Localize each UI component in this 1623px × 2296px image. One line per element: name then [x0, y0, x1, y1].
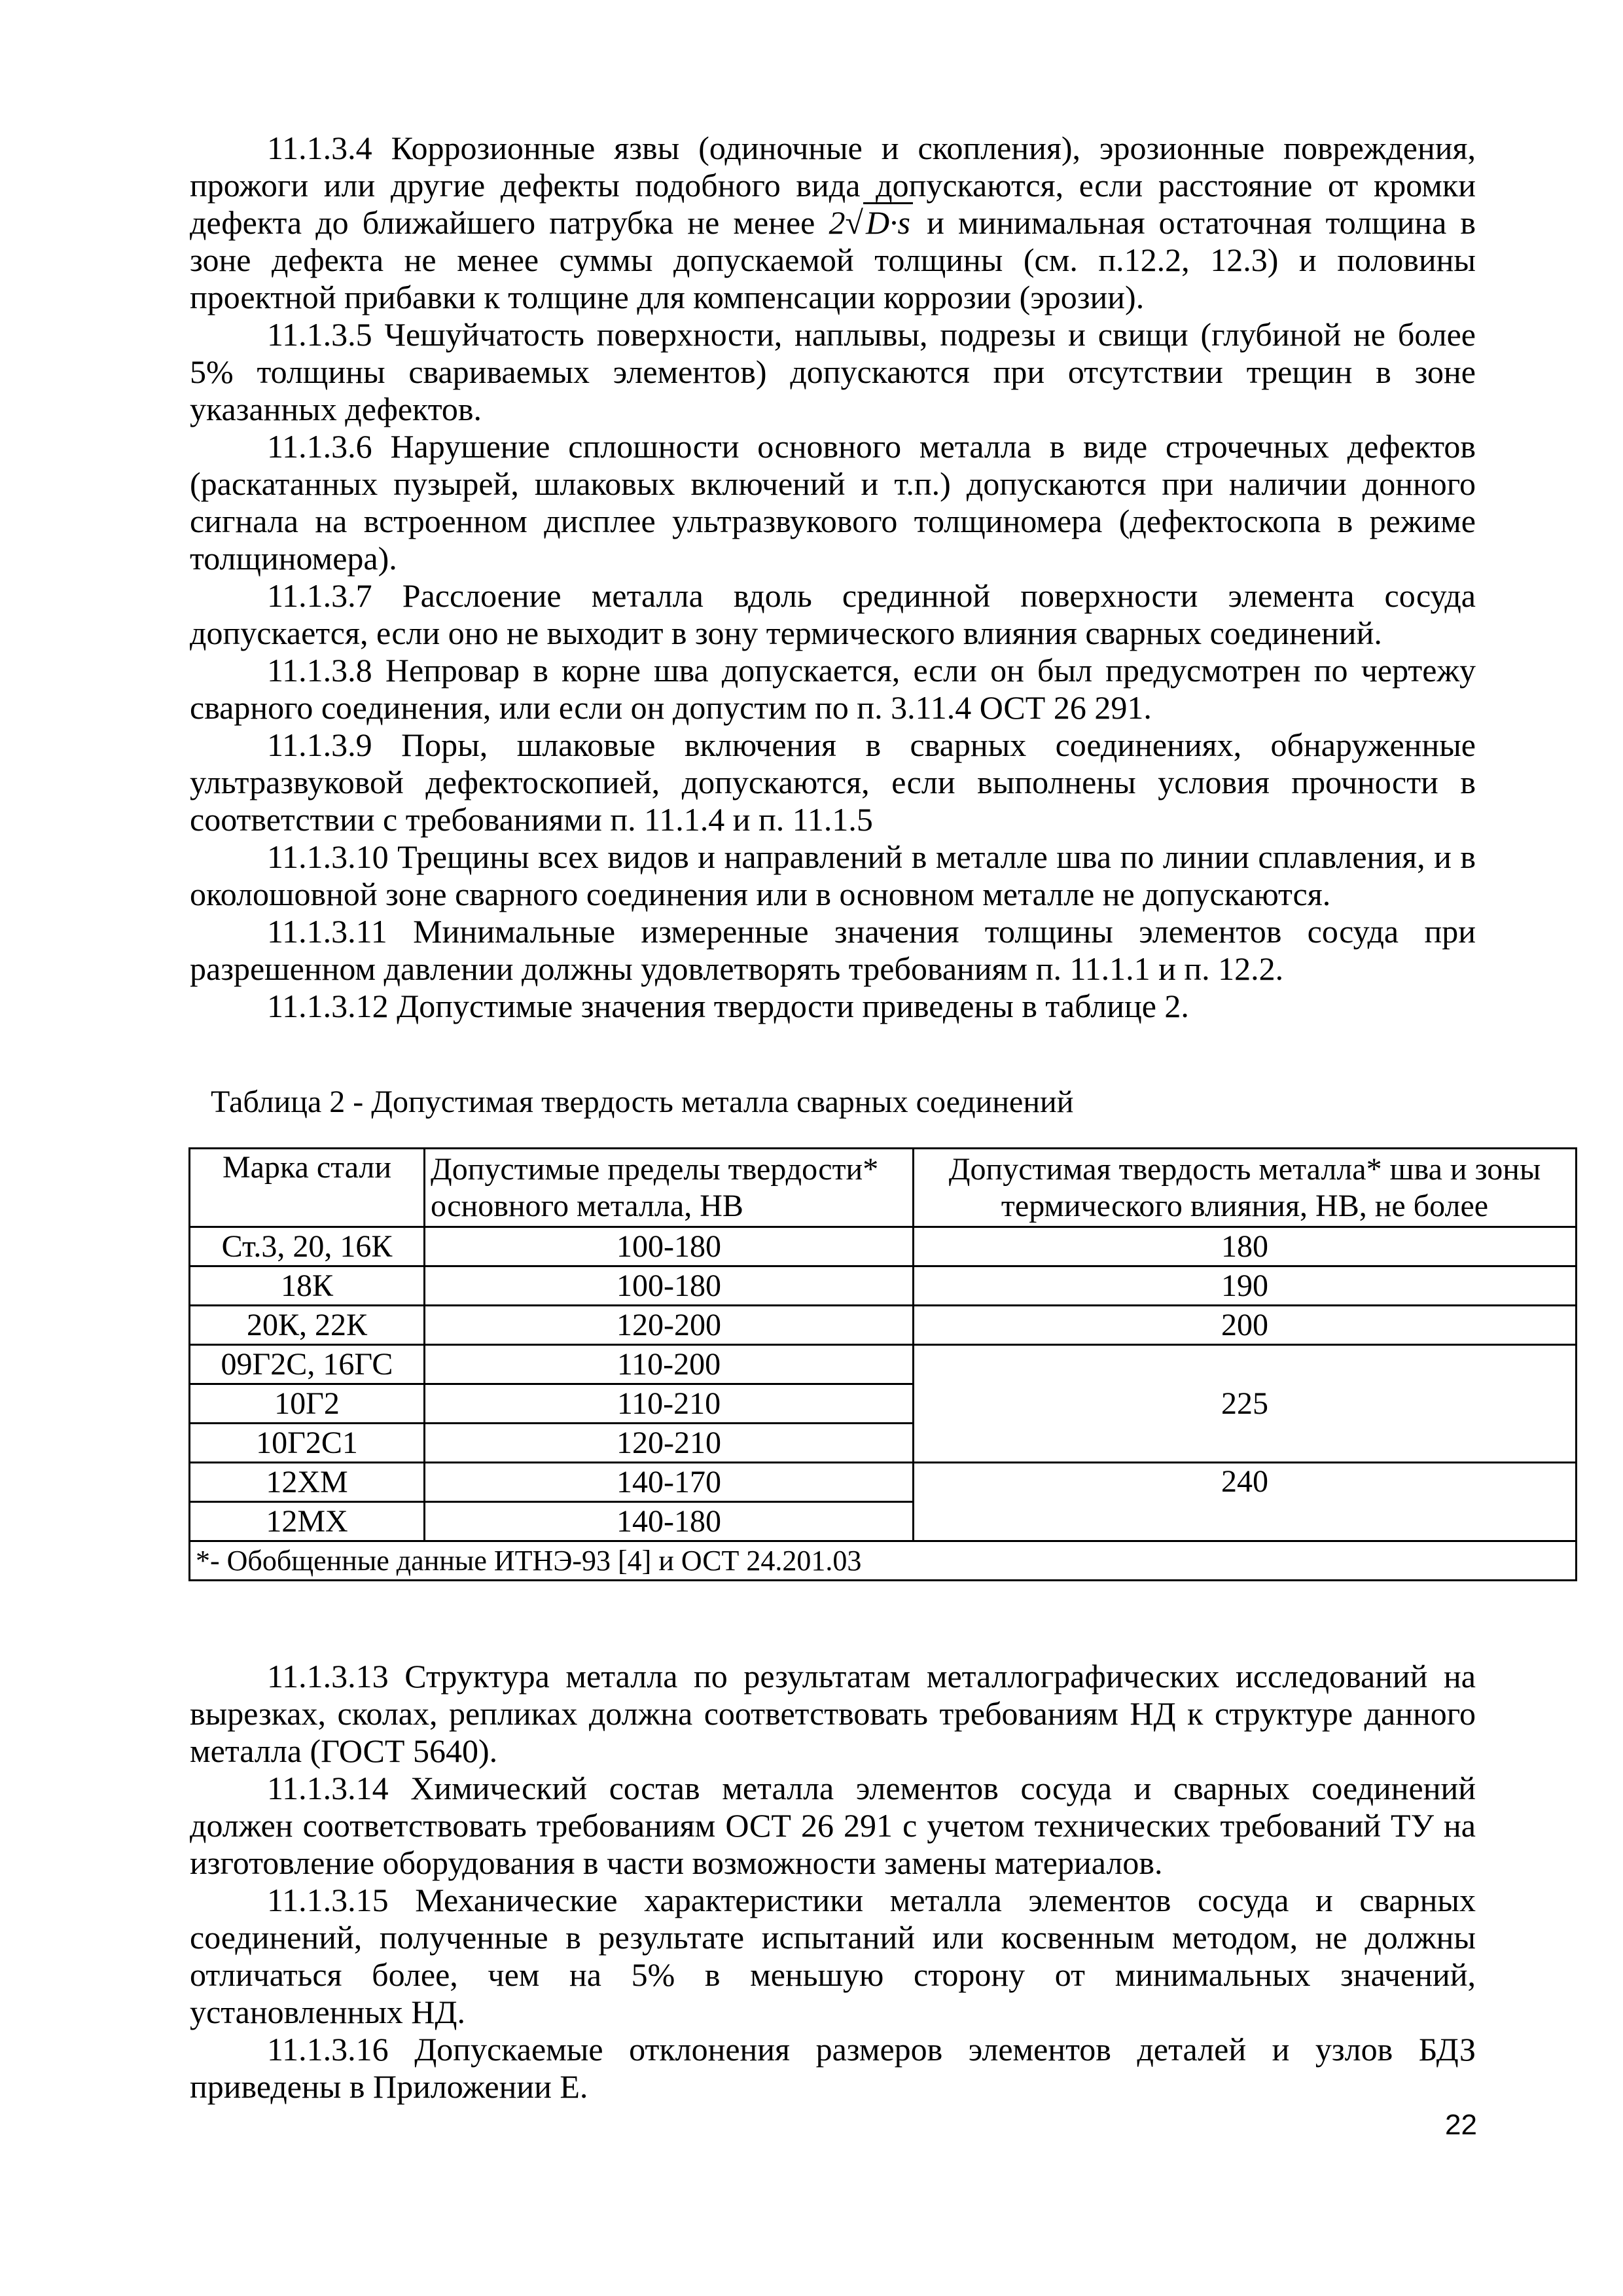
cell-base: 120-210: [425, 1424, 914, 1463]
table-row: [190, 1463, 1577, 1502]
formula-coefficient: 2: [829, 204, 846, 241]
paragraph-11-1-3-14: 11.1.3.14 Химический состав металла элементов сосуда и сварных соединений должен соответствовать требованиям ОСТ 26 291 с учетом технических требований ТУ на изготовление оборудования в части возможности замены материалов.: [190, 1770, 1476, 1881]
hardness-table: [188, 1147, 1577, 1581]
cell-weld: 225: [914, 1345, 1577, 1463]
cell-weld: 200: [914, 1306, 1577, 1345]
paragraph-11-1-3-10: 11.1.3.10 Трещины всех видов и направлений в металле шва по линии сплавления, и в околошовной зоне сварного соединения или в основном металле не допускаются.: [190, 838, 1476, 912]
cell-base: 140-170: [425, 1463, 914, 1502]
cell-grade: 10Г2: [190, 1384, 425, 1424]
table-footnote: *- Обобщенные данные ИТНЭ-93 [4] и ОСТ 24.201.03: [190, 1541, 1577, 1581]
text-block-bottom: [190, 1658, 1476, 2106]
header-grade: Марка стали: [190, 1149, 425, 1227]
cell-grade: 10Г2С1: [190, 1424, 425, 1463]
paragraph-11-1-3-15: 11.1.3.15 Механические характеристики металла элементов сосуда и сварных соединений, полученные в результате испытаний или косвенным методом, не должны отличаться более, чем на 5% в меньшую сторону от минимальных значений, установленных НД.: [190, 1882, 1476, 2030]
paragraph-11-1-3-12: 11.1.3.12 Допустимые значения твердости приведены в таблице 2.: [267, 988, 1189, 1024]
cell-weld: 190: [914, 1266, 1577, 1306]
paragraph-text: и минимальная остаточная толщина в зоне дефекта не менее суммы допускаемой толщины (см. п.12.2, 12.3) и половины проектной прибавки к толщине для компенсации коррозии (эрозии).: [190, 204, 1476, 315]
cell-grade: 09Г2С, 16ГС: [190, 1345, 425, 1384]
paragraph-11-1-3-8: 11.1.3.8 Непровар в корне шва допускается, если он был предусмотрен по чертежу сварного соединения, или если он допустим по п. 3.11.4 ОСТ 26 291.: [190, 652, 1476, 726]
table-row: [190, 1306, 1577, 1345]
header-base-hardness: Допустимые пределы твердости* основного металла, НВ: [425, 1149, 914, 1227]
table-row: [190, 1227, 1577, 1266]
cell-base: 110-210: [425, 1384, 914, 1424]
cell-weld: 180: [914, 1227, 1577, 1266]
cell-base: 100-180: [425, 1266, 914, 1306]
cell-base: 110-200: [425, 1345, 914, 1384]
formula-radicand: D·s: [863, 202, 913, 241]
paragraph-11-1-3-4: [190, 130, 1476, 316]
cell-grade: 12МХ: [190, 1502, 425, 1541]
cell-base: 140-180: [425, 1502, 914, 1541]
cell-grade: Ст.3, 20, 16К: [190, 1227, 425, 1266]
cell-grade: 18К: [190, 1266, 425, 1306]
paragraph-11-1-3-11: 11.1.3.11 Минимальные измеренные значения толщины элементов сосуда при разрешенном давлении должны удовлетворять требованиям п. 11.1.1 и п. 12.2.: [190, 913, 1476, 987]
cell-base: 100-180: [425, 1227, 914, 1266]
paragraph-11-1-3-7: 11.1.3.7 Расслоение металла вдоль срединной поверхности элемента сосуда допускается, если оно не выходит в зону термического влияния сварных соединений.: [190, 577, 1476, 651]
cell-grade: 20К, 22К: [190, 1306, 425, 1345]
formula-sqrt: 2√D·s: [829, 202, 914, 241]
paragraph-11-1-3-9: 11.1.3.9 Поры, шлаковые включения в сварных соединениях, обнаруженные ультразвуковой дефектоскопией, допускаются, если выполнены условия прочности в соответствии с требованиями п. 11.1.4 и п. 11.1.5: [190, 726, 1476, 838]
paragraph-text: 11.1.3.4 Коррозионные язвы (одиночные и скопления), эрозионные повреждения, прожоги или другие дефекты подобного вида допускаются, если расстояние от кромки дефекта до ближайшего патрубка не менее: [190, 130, 1476, 241]
paragraph-11-1-3-16: 11.1.3.16 Допускаемые отклонения размеров элементов деталей и узлов БДЗ приведены в Приложении Е.: [190, 2031, 1476, 2105]
paragraph-11-1-3-5: 11.1.3.5 Чешуйчатость поверхности, наплывы, подрезы и свищи (глубиной не более 5% толщины свариваемых элементов) допускаются при отсутствии трещин в зоне указанных дефектов.: [190, 316, 1476, 427]
paragraph-11-1-3-6: 11.1.3.6 Нарушение сплошности основного металла в виде строчечных дефектов (раскатанных пузырей, шлаковых включений и т.п.) допускаются при наличии донного сигнала на встроенном дисплее ультразвукового толщиномера (дефектоскопа в режиме толщиномера).: [190, 428, 1476, 577]
header-weld-hardness: Допустимая твердость металла* шва и зоны термического влияния, НВ, не более: [914, 1149, 1577, 1227]
text-block-top: [190, 130, 1476, 1025]
cell-grade: 12ХМ: [190, 1463, 425, 1502]
table-row: [190, 1266, 1577, 1306]
cell-weld: 240: [914, 1463, 1577, 1541]
table-footnote-row: [190, 1541, 1577, 1581]
table-header-row: [190, 1149, 1577, 1227]
paragraph-11-1-3-13: 11.1.3.13 Структура металла по результатам металлографических исследований на вырезках, сколах, репликах должна соответствовать требованиям НД к структуре данного металла (ГОСТ 5640).: [190, 1658, 1476, 1769]
page-number: 22: [1445, 2109, 1477, 2141]
cell-base: 120-200: [425, 1306, 914, 1345]
table-row: [190, 1345, 1577, 1384]
table-caption: Таблица 2 - Допустимая твердость металла сварных соединений: [211, 1085, 1074, 1119]
